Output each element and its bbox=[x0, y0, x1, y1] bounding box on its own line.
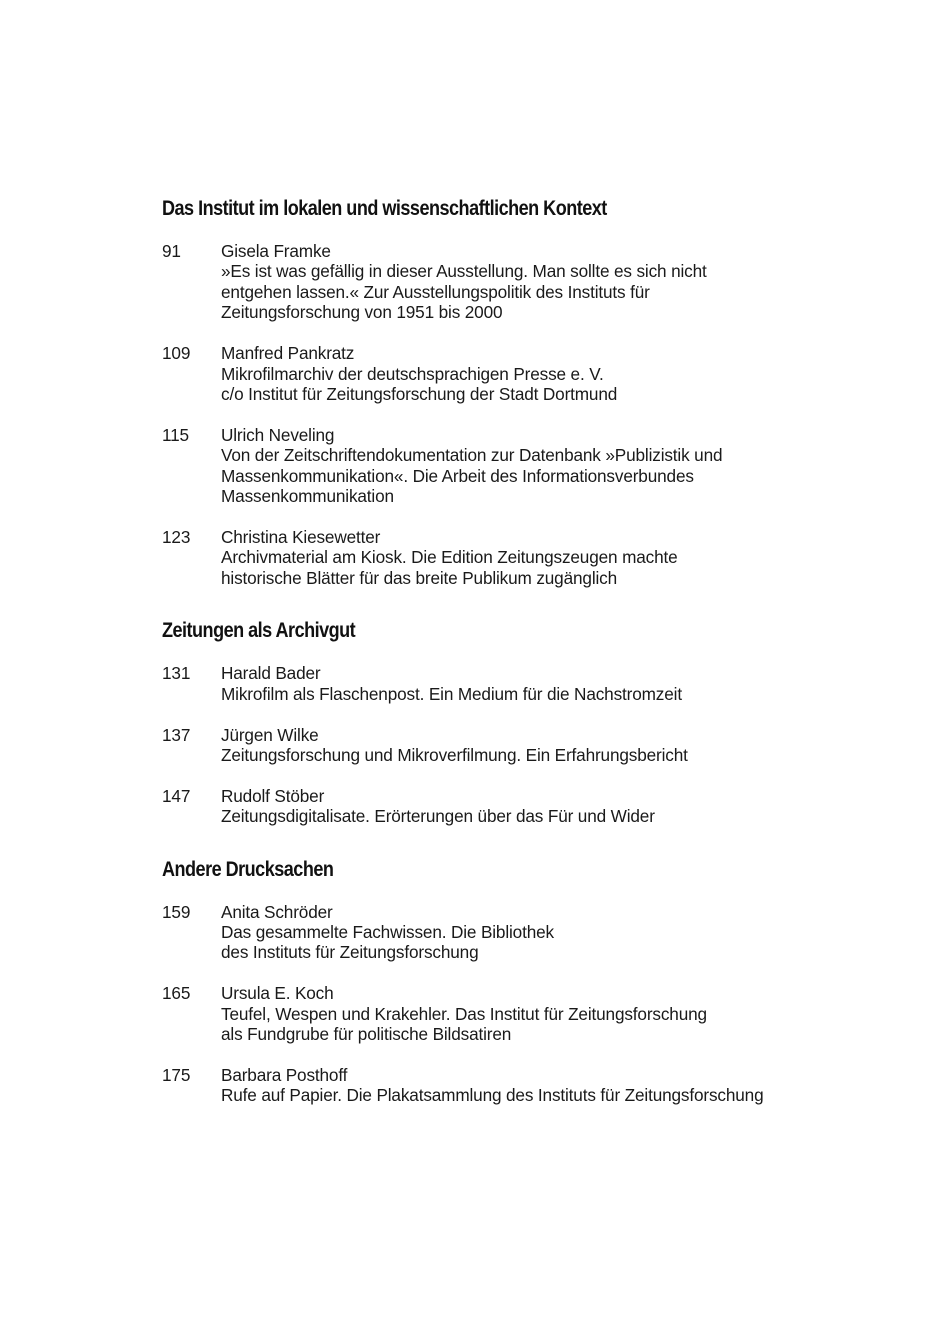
entry-author: Harald Bader bbox=[221, 663, 321, 684]
entry-author: Anita Schröder bbox=[221, 901, 333, 922]
section-heading: Das Institut im lokalen und wissenschaftlichen Kontext bbox=[162, 197, 607, 220]
entry-title-line: Das gesammelte Fachwissen. Die Bibliothek bbox=[221, 922, 554, 943]
entry-title-line: Zeitungsforschung von 1951 bis 2000 bbox=[221, 302, 503, 323]
toc-entry bbox=[162, 425, 812, 507]
entry-page-number: 147 bbox=[162, 785, 191, 806]
entry-title-line: Mikrofilm als Flaschenpost. Ein Medium für die Nachstromzeit bbox=[221, 683, 682, 704]
entry-page-number: 123 bbox=[162, 526, 191, 547]
entry-title-line: »Es ist was gefällig in dieser Ausstellung. Man sollte es sich nicht bbox=[221, 261, 707, 282]
entry-title-line: des Instituts für Zeitungsforschung bbox=[221, 942, 479, 963]
entry-title-line: Massenkommunikation bbox=[221, 486, 394, 507]
entry-page-number: 91 bbox=[162, 241, 181, 261]
table-of-contents bbox=[162, 196, 812, 1106]
entry-page-number: 175 bbox=[162, 1065, 191, 1086]
toc-entry bbox=[162, 527, 812, 588]
section-heading: Andere Drucksachen bbox=[162, 857, 334, 881]
entry-author: Ulrich Neveling bbox=[221, 424, 335, 445]
entry-author: Christina Kiesewetter bbox=[221, 526, 381, 547]
toc-section bbox=[162, 196, 812, 588]
entry-title-line: Rufe auf Papier. Die Plakatsammlung des Instituts für Zeitungsforschung bbox=[221, 1085, 764, 1106]
entry-page-number: 131 bbox=[162, 663, 191, 684]
entry-page-number: 165 bbox=[162, 983, 191, 1004]
entry-title-line: Archivmaterial am Kiosk. Die Edition Zeitungszeugen machte bbox=[221, 547, 678, 568]
entry-author: Barbara Posthoff bbox=[221, 1065, 348, 1086]
entry-title-line: historische Blätter für das breite Publikum zugänglich bbox=[221, 567, 618, 588]
entry-title-line: entgehen lassen.« Zur Ausstellungspolitik des Instituts für bbox=[221, 281, 650, 302]
entry-author: Rudolf Stöber bbox=[221, 785, 325, 806]
toc-entry bbox=[162, 725, 812, 766]
entry-author: Manfred Pankratz bbox=[221, 343, 355, 364]
toc-entry bbox=[162, 241, 812, 323]
entry-title-line: c/o Institut für Zeitungsforschung der Stadt Dortmund bbox=[221, 383, 618, 404]
entry-author: Gisela Framke bbox=[221, 241, 331, 261]
entry-page-number: 115 bbox=[162, 424, 189, 445]
entry-author: Jürgen Wilke bbox=[221, 724, 319, 745]
toc-entry bbox=[162, 663, 812, 704]
entry-page-number: 109 bbox=[162, 343, 191, 364]
toc-entry bbox=[162, 902, 812, 963]
entry-title-line: Zeitungsforschung und Mikroverfilmung. Ein Erfahrungsbericht bbox=[221, 744, 688, 765]
section-heading: Zeitungen als Archivgut bbox=[162, 619, 356, 643]
toc-entry bbox=[162, 343, 812, 404]
entry-page-number: 159 bbox=[162, 901, 191, 922]
entry-author: Ursula E. Koch bbox=[221, 983, 334, 1004]
toc-entry bbox=[162, 983, 812, 1044]
toc-entry bbox=[162, 786, 812, 827]
toc-section bbox=[162, 857, 812, 1106]
entry-title-line: Mikrofilmarchiv der deutschsprachigen Presse e. V. bbox=[221, 363, 604, 384]
entry-page-number: 137 bbox=[162, 724, 191, 745]
entry-title-line: Massenkommunikation«. Die Arbeit des Informationsverbundes bbox=[221, 465, 694, 486]
toc-section bbox=[162, 618, 812, 826]
entry-title-line: Teufel, Wespen und Krakehler. Das Institut für Zeitungsforschung bbox=[221, 1003, 707, 1024]
toc-entry bbox=[162, 1065, 812, 1106]
entry-title-line: Zeitungsdigitalisate. Erörterungen über das Für und Wider bbox=[221, 806, 655, 827]
entry-title-line: als Fundgrube für politische Bildsatiren bbox=[221, 1024, 512, 1045]
entry-title-line: Von der Zeitschriftendokumentation zur Datenbank »Publizistik und bbox=[221, 445, 723, 466]
